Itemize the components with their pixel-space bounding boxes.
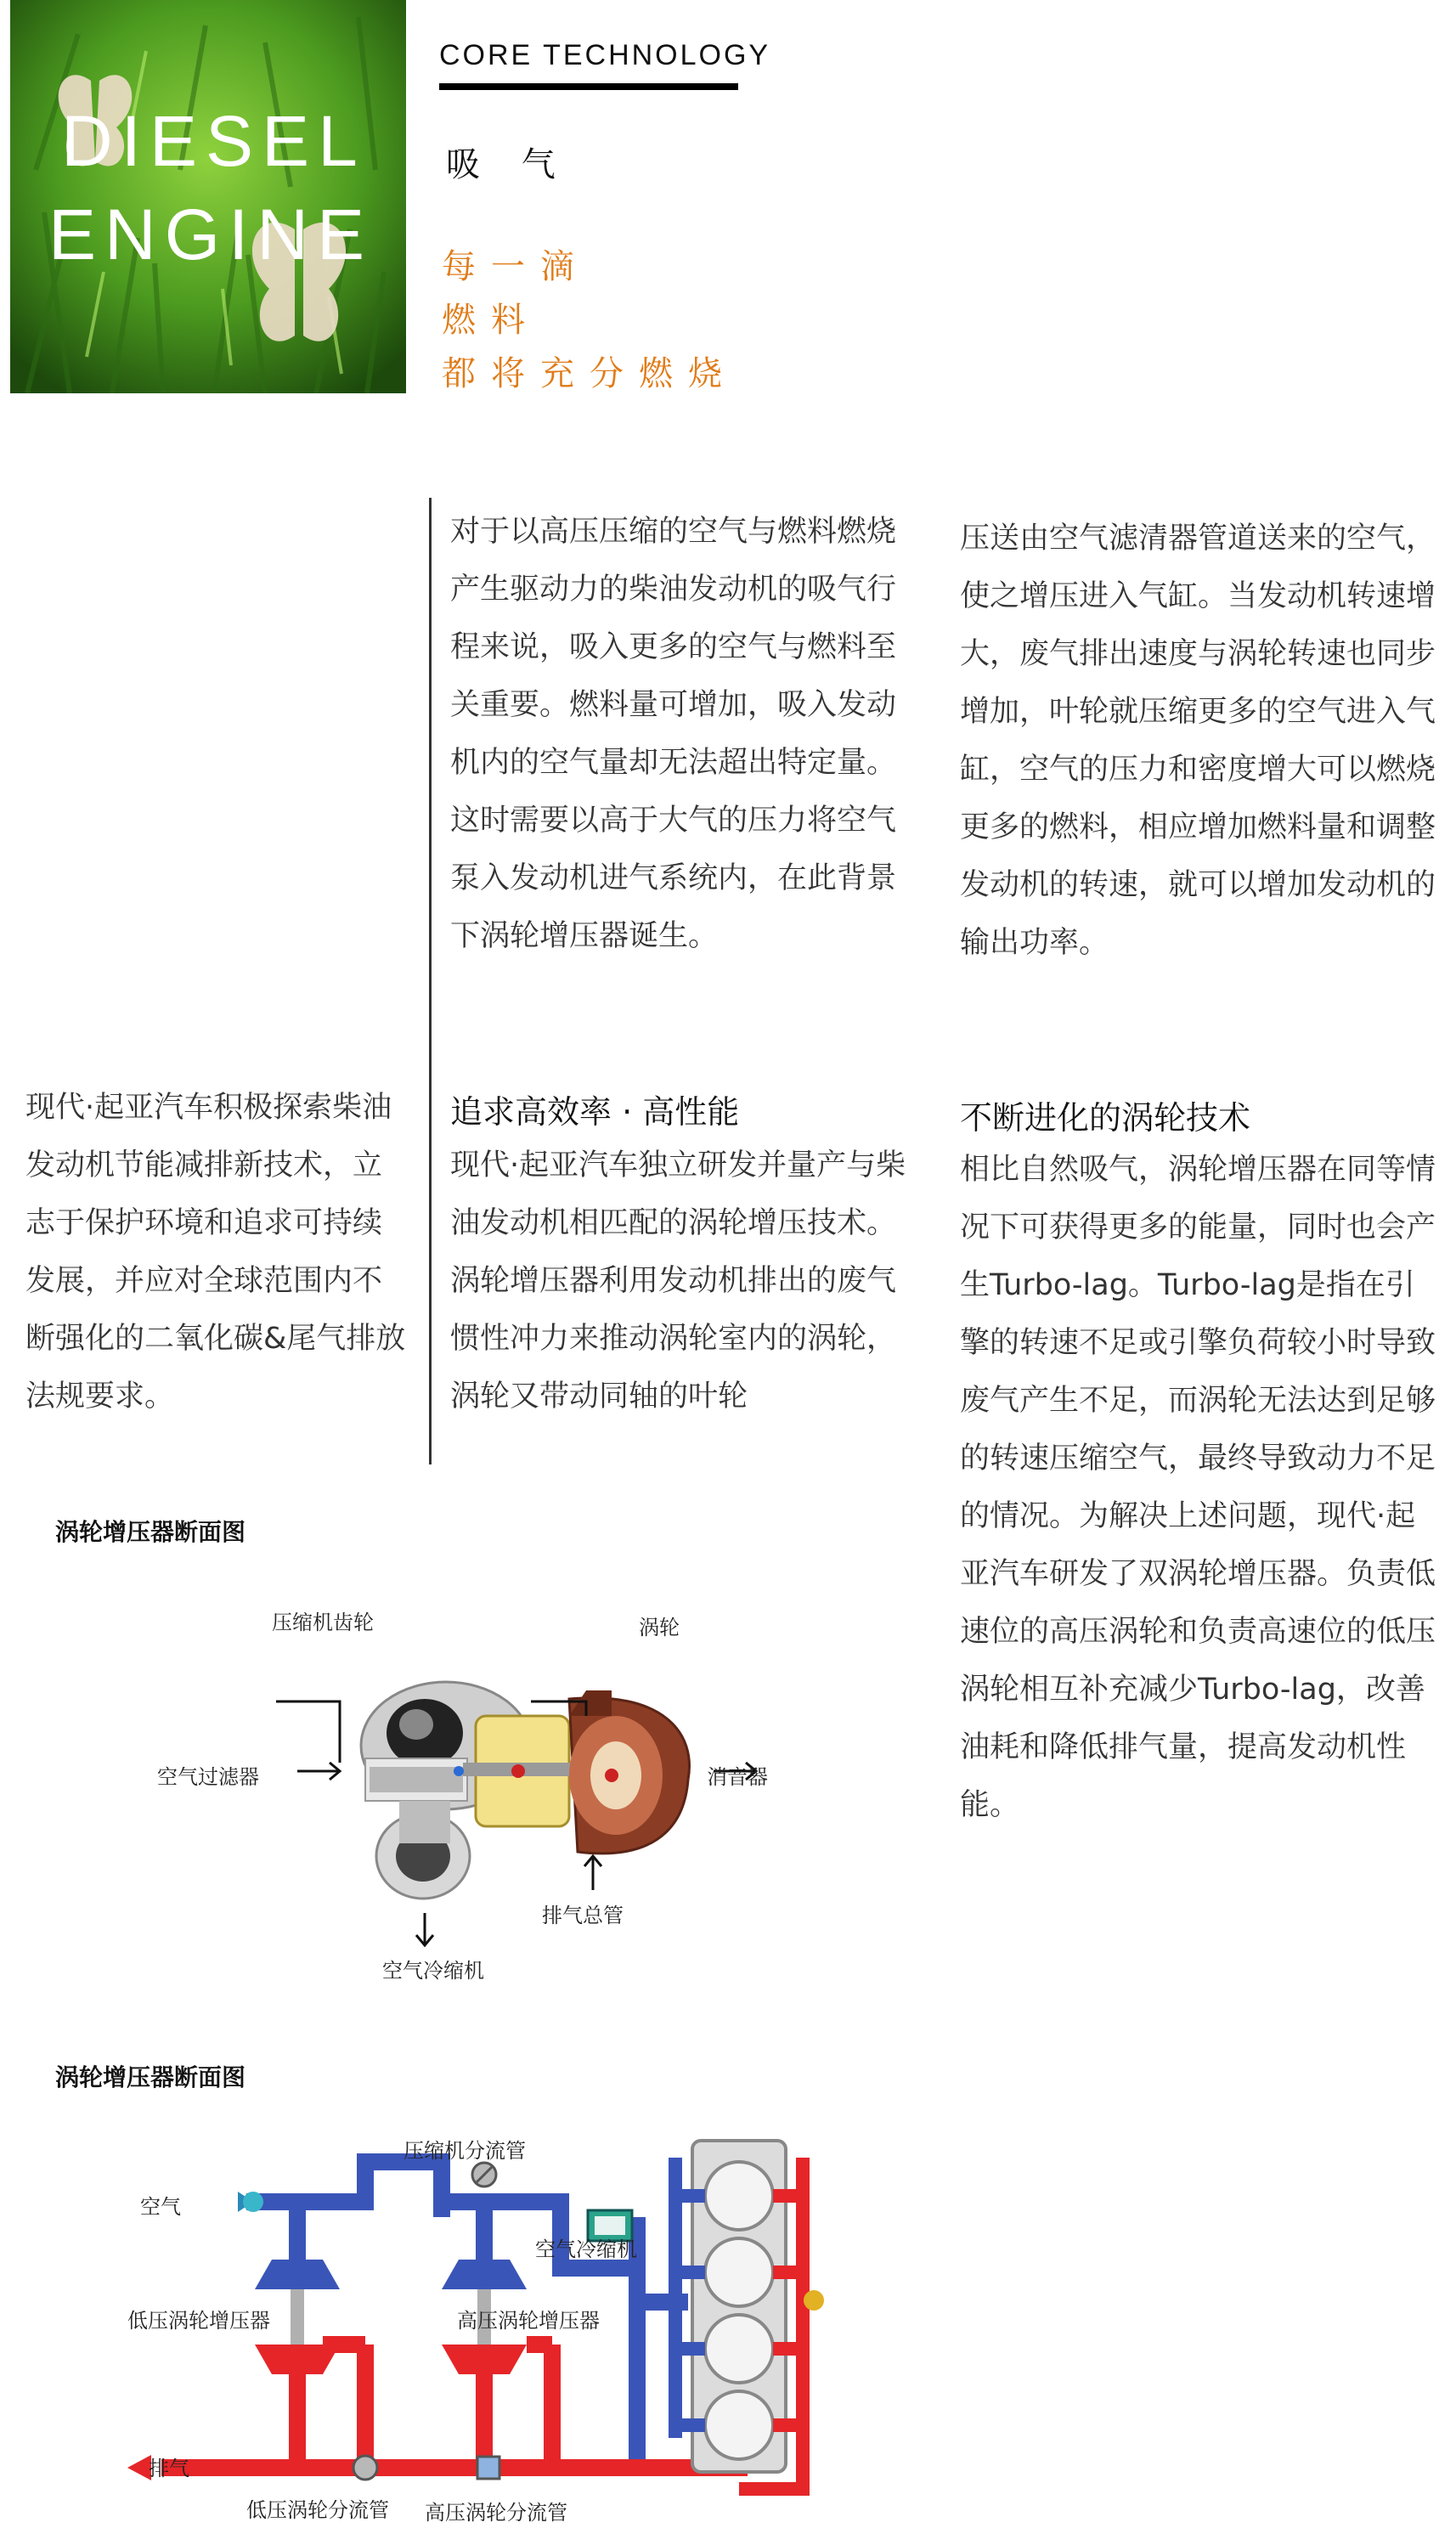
label-hp-bypass: 高压涡轮分流管: [425, 2501, 567, 2525]
label-turbine: 涡轮: [639, 1616, 680, 1639]
label-compressor-bypass: 压缩机分流管: [404, 2139, 526, 2163]
slogan-line-3: 都将充分燃烧: [442, 354, 737, 393]
grass-butterfly-illustration: [10, 0, 406, 393]
core-technology-label: CORE TECHNOLOGY: [439, 39, 771, 71]
arrow-icon: [297, 1763, 340, 1780]
slogan-line-2: 燃料: [442, 301, 540, 340]
turbocharger-illustration: [153, 1597, 799, 1996]
label-exhaust-manifold: 排气总管: [542, 1904, 624, 1927]
diagram-1-title: 涡轮增压器断面图: [55, 1518, 246, 1546]
exhaust-arrow-icon: [127, 2455, 151, 2480]
header-underline: [439, 83, 738, 90]
label-air-cooler: 空气冷缩机: [382, 1959, 484, 1983]
label-air-filter: 空气过滤器: [157, 1765, 259, 1789]
section-title: 吸 气: [446, 145, 571, 184]
right-paragraph-1: 压送由空气滤清器管道送来的空气，使之增压进入气缸。当发动机转速增大，废气排出速度与涡轮转速也同步增加，叶轮就压缩更多的空气进入气缸，空气的压力和密度增大可以燃烧更多的燃料，相应增加燃料量和调整发动机的转速，就可以增加发动机的输出功率。: [960, 522, 1436, 960]
hero-line-2: ENGINE: [48, 195, 374, 274]
hp-bypass-valve-icon: [477, 2457, 499, 2479]
label-lp-turbo: 低压涡轮增压器: [127, 2309, 270, 2333]
middle-paragraph-1: 对于以高压压缩的空气与燃料燃烧产生驱动力的柴油发动机的吸气行程来说，吸入更多的空气与燃料至关重要。燃料量可增加，吸入发动机内的空气量却无法超出特定量。这时需要以高于大气的压力将空气泵入发动机进气系统内，在此背景下涡轮增压器诞生。: [450, 515, 897, 953]
label-muffler: 消音器: [707, 1765, 768, 1789]
arrow-icon: [584, 1856, 601, 1890]
twin-turbo-flow-diagram: [110, 2132, 841, 2523]
label-compressor-gear: 压缩机齿轮: [272, 1611, 374, 1634]
right-paragraph-2: 相比自然吸气，涡轮增压器在同等情况下可获得更多的能量，同时也会产生Turbo-lag。Turbo-lag是指在引擎的转速不足或引擎负荷较小时导致废气产生不足，而涡轮无法达到足够的转速压缩空气，最终导致动力不足的情况。为解决上述问题，现代·起亚汽车研发了双涡轮增压器。负责低速位的高压涡轮和负责高速位的低压涡轮相互补充减少Turbo-lag，改善油耗和降低排气量，提高发动机性能。: [960, 1153, 1436, 1822]
hero-image: [10, 0, 406, 393]
left-paragraph: 现代·起亚汽车积极探索柴油发动机节能减排新技术，立志于保护环境和追求可持续发展，并应对全球范围内不断强化的二氧化碳&尾气排放法规要求。: [25, 1091, 406, 1414]
diagram-2-title: 涡轮增压器断面图: [55, 2063, 246, 2091]
hero-line-1: DIESEL: [61, 101, 366, 181]
column-divider: [429, 498, 432, 1464]
label-air-cooler: 空气冷缩机: [535, 2237, 637, 2261]
label-hp-turbo: 高压涡轮增压器: [457, 2309, 600, 2333]
label-air: 空气: [140, 2195, 181, 2219]
label-lp-bypass: 低压涡轮分流管: [246, 2498, 389, 2522]
label-exhaust: 排气: [149, 2457, 189, 2480]
middle-heading: 追求高效率 · 高性能: [450, 1093, 740, 1131]
right-heading: 不断进化的涡轮技术: [960, 1099, 1251, 1137]
lp-bypass-valve-icon: [353, 2456, 377, 2480]
arrow-icon: [416, 1913, 433, 1945]
slogan-line-1: 每一滴: [442, 247, 590, 286]
turbocharger-section-diagram: [153, 1597, 799, 1996]
middle-paragraph-2: 现代·起亚汽车独立研发并量产与柴油发动机相匹配的涡轮增压技术。涡轮增压器利用发动机排出的废气惯性冲力来推动涡轮室内的涡轮，涡轮又带动同轴的叶轮: [450, 1148, 906, 1414]
